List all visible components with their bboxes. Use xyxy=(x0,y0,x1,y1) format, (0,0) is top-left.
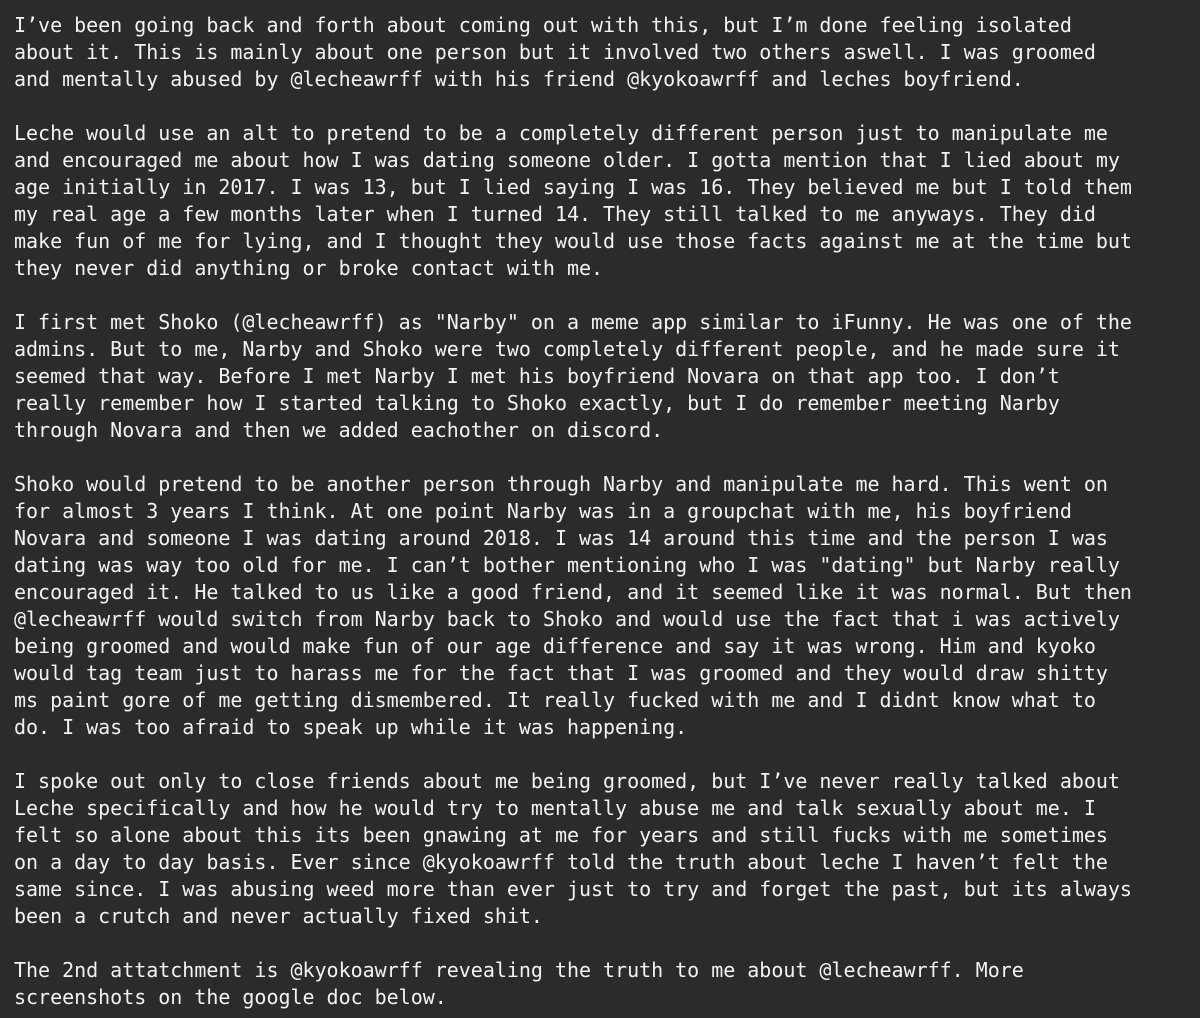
paragraph-4: Shoko would pretend to be another person through Narby and manipulate me hard. This went on for almost 3 years I think. At one point Narby was in a groupchat with me, his boyfriend Novara and someone I was dating around 2018. I was 14 around this time and the person I was dating was way too old for me. I can’t bother mentioning who I was "dating" but Narby really encouraged it. He talked to us like a good friend, and it seemed like it was normal. But then @lecheawrff would switch from Narby back to Shoko and would use the fact that i was actively being groomed and would make fun of our age difference and say it was wrong. Him and kyoko would tag team just to harass me for the fact that I was groomed and they would draw shitty ms paint gore of me getting dismembered. It really fucked with me and I didnt know what to do. I was too afraid to speak up while it was happening. xyxy=(14,472,1132,739)
paragraph-2: Leche would use an alt to pretend to be a completely different person just to manipulate me and encouraged me about how I was dating someone older. I gotta mention that I lied about my age initially in 2017. I was 13, but I lied saying I was 16. They believed me but I told them my real age a few months later when I turned 14. They still talked to me anyways. They did make fun of me for lying, and I thought they would use those facts against me at the time but they never did anything or broke contact with me. xyxy=(14,121,1132,280)
paragraph-3: I first met Shoko (@lecheawrff) as "Narby" on a meme app similar to iFunny. He was one of the admins. But to me, Narby and Shoko were two completely different people, and he made sure it seemed that way. Before I met Narby I met his boyfriend Novara on that app too. I don’t really remember how I started talking to Shoko exactly, but I do remember meeting Narby through Novara and then we added eachother on discord. xyxy=(14,310,1132,442)
paragraph-1: I’ve been going back and forth about coming out with this, but I’m done feeling isolated about it. This is mainly about one person but it involved two others aswell. I was groomed and mentally abused by @lecheawrff with his friend @kyokoawrff and leches boyfriend. xyxy=(14,13,1096,91)
paragraph-6: The 2nd attatchment is @kyokoawrff revealing the truth to me about @lecheawrff. More screenshots on the google doc below. xyxy=(14,958,1024,1009)
paragraph-5: I spoke out only to close friends about me being groomed, but I’ve never really talked about Leche specifically and how he would try to mentally abuse me and talk sexually about me. I felt so alone about this its been gnawing at me for years and still fucks with me sometimes on a day to day basis. Ever since @kyokoawrff told the truth about leche I haven’t felt the same since. I was abusing weed more than ever just to try and forget the past, but its always been a crutch and never actually fixed shit. xyxy=(14,769,1132,928)
